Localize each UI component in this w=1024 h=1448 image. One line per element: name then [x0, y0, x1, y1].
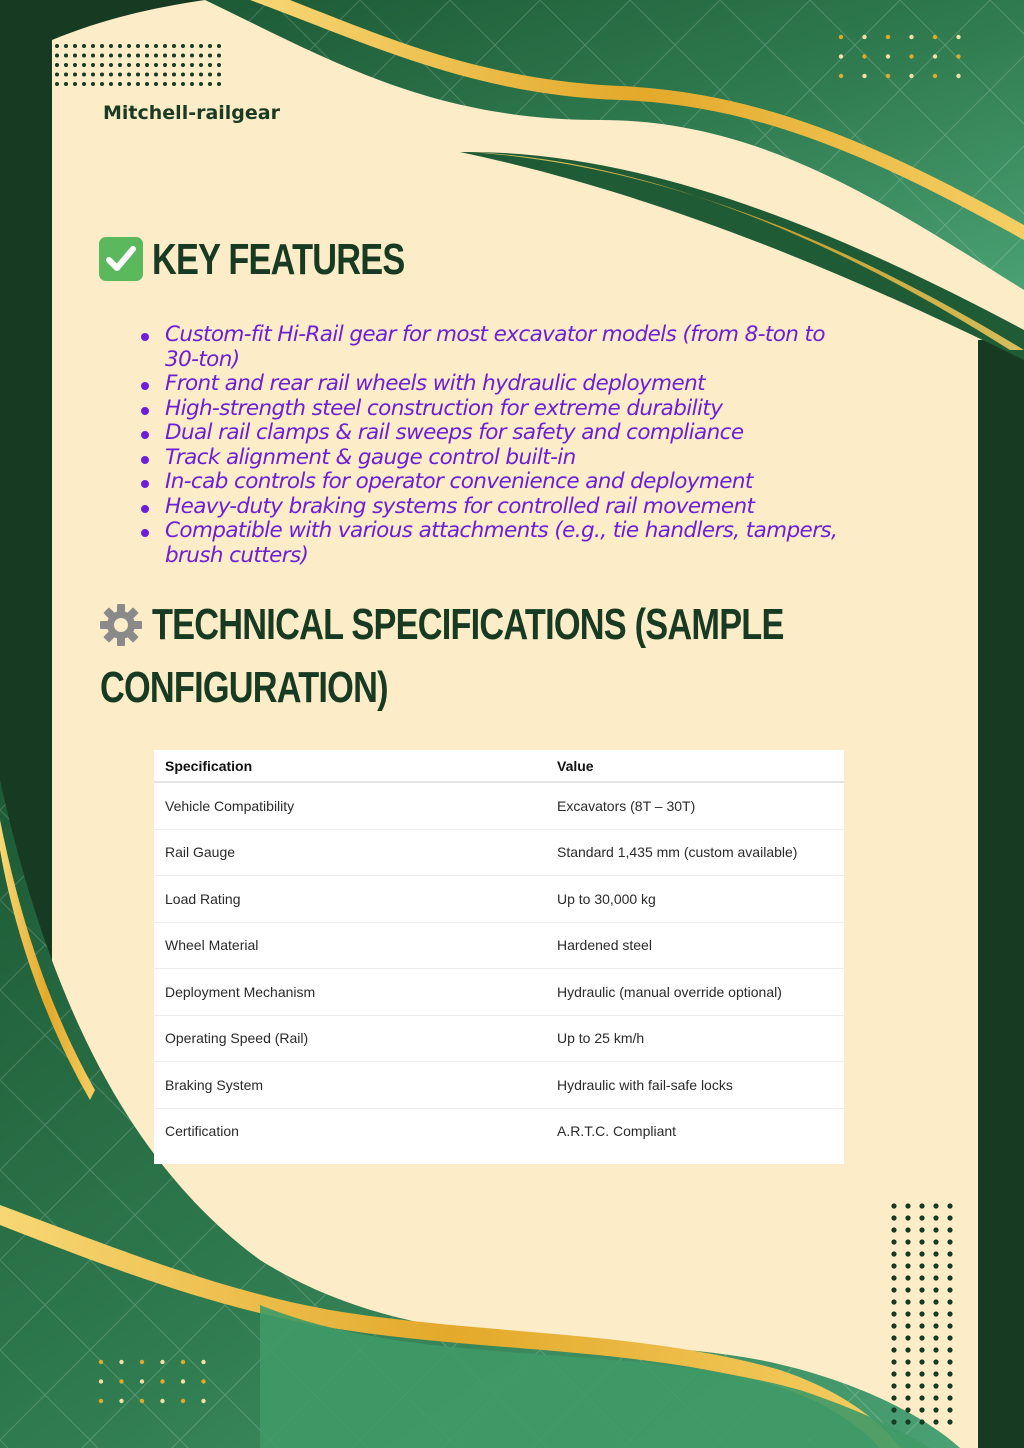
- spec-name: Vehicle Compatibility: [154, 782, 546, 829]
- gear-icon: [98, 602, 144, 648]
- table-row: [154, 782, 844, 829]
- dot-grid-bottom-right: [891, 1203, 952, 1424]
- table-row: [154, 1062, 844, 1109]
- key-features-list: [137, 323, 857, 568]
- spec-value: Up to 25 km/h: [546, 1015, 844, 1062]
- dot-grid-top-left: [55, 44, 221, 86]
- table-header-row: [154, 750, 844, 782]
- spec-value: Standard 1,435 mm (custom available): [546, 829, 844, 876]
- list-item: Front and rear rail wheels with hydraulic deployment: [137, 372, 857, 397]
- spec-name: Braking System: [154, 1062, 546, 1109]
- table-row: [154, 1108, 844, 1154]
- spec-name: Operating Speed (Rail): [154, 1015, 546, 1062]
- spec-name: Wheel Material: [154, 922, 546, 969]
- spec-value: Excavators (8T – 30T): [546, 782, 844, 829]
- tech-specs-title-line2: CONFIGURATION): [100, 663, 388, 712]
- spec-name: Deployment Mechanism: [154, 969, 546, 1016]
- spec-name: Certification: [165, 1123, 239, 1140]
- check-mark-icon: [99, 237, 143, 281]
- spec-value: Hardened steel: [546, 922, 844, 969]
- column-header-specification: Specification: [154, 750, 546, 782]
- brand-name: Mitchell-railgear: [103, 102, 280, 124]
- spec-value: Hydraulic (manual override optional): [546, 969, 844, 1016]
- list-item: In-cab controls for operator convenience and deployment: [137, 470, 857, 495]
- list-item: High-strength steel construction for extreme durability: [137, 397, 857, 422]
- table-row: [154, 969, 844, 1016]
- table-row: [154, 1015, 844, 1062]
- specs-table-container: [154, 750, 844, 1164]
- spec-value: Hydraulic with fail-safe locks: [546, 1062, 844, 1109]
- key-features-title: KEY FEATURES: [152, 235, 405, 284]
- table-row: [154, 876, 844, 923]
- spec-name: Load Rating: [154, 876, 546, 923]
- table-row: [154, 922, 844, 969]
- table-row: [154, 829, 844, 876]
- list-item: Compatible with various attachments (e.g., tie handlers, tampers, brush cutters): [137, 519, 857, 568]
- list-item: Track alignment & gauge control built-in: [137, 446, 857, 471]
- column-header-value: Value: [546, 750, 844, 782]
- specs-table: [154, 750, 844, 1154]
- list-item: Custom-fit Hi-Rail gear for most excavator models (from 8-ton to 30-ton): [137, 323, 857, 372]
- list-item: Heavy-duty braking systems for controlled rail movement: [137, 495, 857, 520]
- tech-specs-title-line1: TECHNICAL SPECIFICATIONS (SAMPLE: [152, 600, 784, 649]
- spec-value: Up to 30,000 kg: [546, 876, 844, 923]
- list-item: Dual rail clamps & rail sweeps for safety and compliance: [137, 421, 857, 446]
- spec-value: A.R.T.C. Compliant: [557, 1123, 677, 1140]
- spec-name: Rail Gauge: [154, 829, 546, 876]
